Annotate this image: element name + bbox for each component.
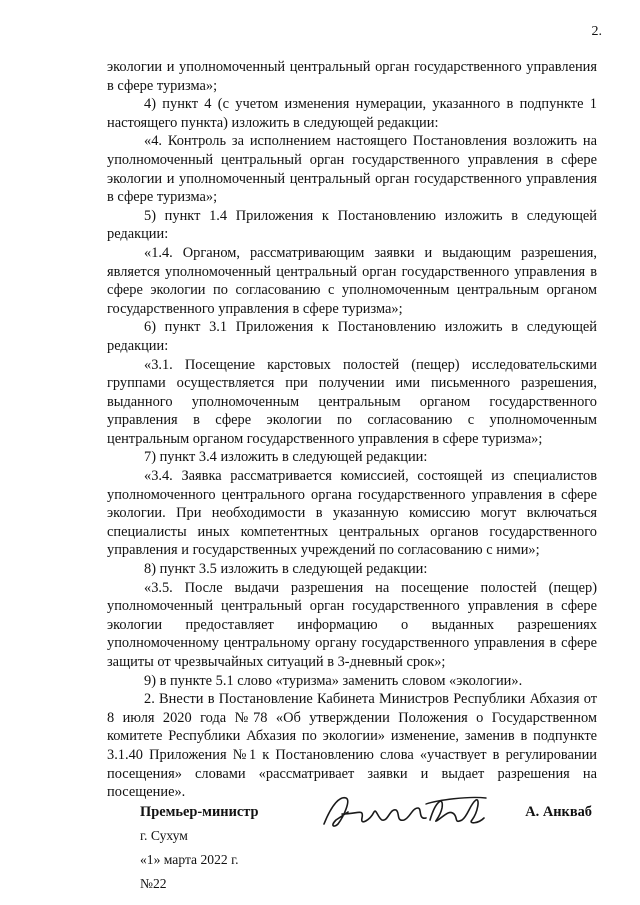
paragraph: 6) пункт 3.1 Приложения к Постановлению изложить в следующей редакции:: [107, 319, 597, 354]
paragraph: «1.4. Органом, рассматривающим заявки и выдающим разрешения, является уполномоченный центральный орган государственного управления в сфере экологии по согласованию с уполномоченным центральным органом государственного управления в сфере туризма»;: [107, 244, 597, 317]
signature-block: [140, 790, 600, 834]
signatory-title: Премьер-министр: [140, 804, 259, 820]
page-number: 2.: [591, 24, 602, 39]
paragraph: экологии и уполномоченный центральный орган государственного управления в сфере туризма»;: [107, 59, 597, 94]
city-line: г. Сухум: [140, 828, 188, 843]
paragraph: 4) пункт 4 (с учетом изменения нумерации, указанного в подпункте 1 настоящего пункта) изложить в следующей редакции:: [107, 96, 597, 131]
signatory-name: А. Анкваб: [525, 804, 592, 820]
paragraph: «3.1. Посещение карстовых полостей (пещер) исследовательскими группами осуществляется при получении ими письменного разрешения, выданного уполномоченным центральным органом государственного управления в сфере экологии по согласованию с уполномоченным центральным органом государственного управления в сфере туризма»;: [107, 356, 597, 447]
paragraph: 5) пункт 1.4 Приложения к Постановлению изложить в следующей редакции:: [107, 207, 597, 243]
date-line: «1» марта 2022 г.: [140, 852, 239, 867]
paragraph: 8) пункт 3.5 изложить в следующей редакции:: [144, 561, 428, 578]
paragraph: «3.5. После выдачи разрешения на посещение полостей (пещер) уполномоченный центральный орган государственного управления в сфере экологии предоставляет информацию о выданных разрешениях уполномоченному центральному органу государственного управления в сфере защиты от чрезвычайных ситуаций в 3-дневный срок»;: [107, 579, 597, 670]
paragraph: 7) пункт 3.4 изложить в следующей редакции:: [144, 449, 428, 466]
paragraph: «4. Контроль за исполнением настоящего Постановления возложить на уполномоченный центральный орган государственного управления в сфере экологии и уполномоченный центральный орган государственного управления в сфере туризма»;: [107, 133, 597, 206]
paragraph: 2. Внести в Постановление Кабинета Министров Республики Абхазия от 8 июля 2020 года №78 «Об утверждении Положения о Государственном комитете Республики Абхазия по экологии» изменение, заменив в подпункте 3.1.40 Приложения №1 к Постановлению слова «участвует в регулировании посещения» словами «рассматривает заявки и выдает разрешения на посещение».: [107, 691, 597, 801]
paragraph: «3.4. Заявка рассматривается комиссией, состоящей из специалистов уполномоченного центрального органа государственного управления в сфере экологии. При необходимости в указанную комиссию могут включаться специалисты иных компетентных центральных органов государственного управления и государственных учреждений по согласованию с ними»;: [107, 468, 597, 559]
handwritten-signature: [318, 790, 488, 834]
document-number: №22: [140, 876, 167, 891]
document-body: [107, 58, 597, 802]
paragraph: 9) в пункте 5.1 слово «туризма» заменить словом «экологии».: [144, 672, 523, 689]
